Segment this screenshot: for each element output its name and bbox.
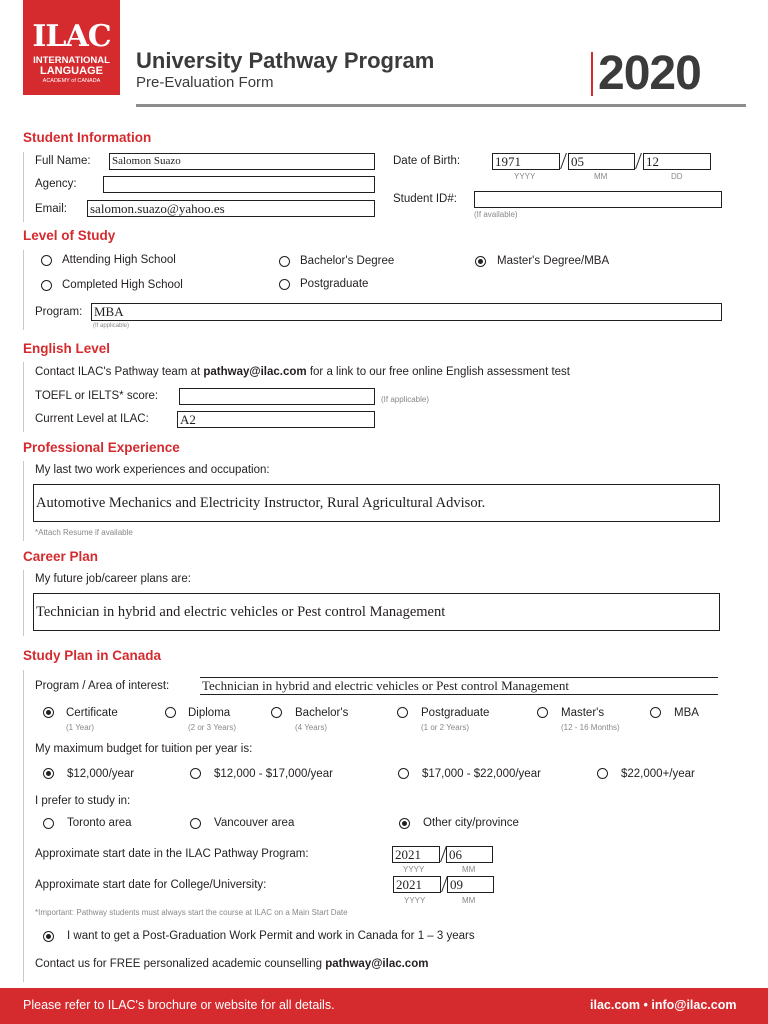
logo-line3: ACADEMY of CANADA xyxy=(42,78,101,84)
current-level-field[interactable]: A2 xyxy=(177,411,375,428)
professional-experience-field[interactable]: Automotive Mechanics and Electricity Instructor, Rural Agricultural Advisor. xyxy=(33,484,720,522)
section-english-level: English Level xyxy=(23,341,111,356)
agency-label: Agency: xyxy=(35,178,77,190)
toefl-hint: (If applicable) xyxy=(381,395,430,404)
section-career-plan: Career Plan xyxy=(23,549,99,564)
important-note: *Important: Pathway students must always start the course at ILAC on a Main Start Date xyxy=(35,908,348,917)
program-type-label: Certificate xyxy=(66,707,118,719)
budget-option-label: $12,000/year xyxy=(67,768,135,780)
career-plan-field[interactable]: Technician in hybrid and electric vehicles or Pest control Management xyxy=(33,593,720,631)
section-line xyxy=(23,570,24,636)
date-slash xyxy=(635,153,642,169)
section-study-plan: Study Plan in Canada xyxy=(23,648,162,663)
program-type-label: Master's xyxy=(561,707,605,719)
radio-pgwp[interactable] xyxy=(43,931,54,942)
english-contact-pre: Contact ILAC's Pathway team at xyxy=(35,366,204,378)
english-contact-text xyxy=(35,366,570,378)
toefl-label: TOEFL or IELTS* score: xyxy=(35,390,159,402)
resume-note: *Attach Resume if available xyxy=(35,528,133,537)
area-of-interest-field[interactable]: Technician in hybrid and electric vehicles or Pest control Management xyxy=(200,677,718,695)
counselling-pre: Contact us for FREE personalized academic counselling xyxy=(35,958,326,970)
ilac-logo xyxy=(23,0,120,95)
prefer-prompt: I prefer to study in: xyxy=(35,795,131,807)
location-option-label: Other city/province xyxy=(423,817,519,829)
radio-completed-high-school[interactable] xyxy=(41,280,52,291)
budget-option-label: $12,000 - $17,000/year xyxy=(214,768,333,780)
program-field[interactable]: MBA xyxy=(91,303,722,321)
program-type-hint: (1 Year) xyxy=(66,723,95,732)
english-contact-post: for a link to our free online English assessment test xyxy=(306,366,570,378)
student-id-field[interactable] xyxy=(474,191,722,208)
start-college-year-field[interactable]: 2021 xyxy=(393,876,441,893)
radio-diploma[interactable] xyxy=(165,707,176,718)
dob-day-field[interactable]: 12 xyxy=(643,153,711,170)
radio-mba[interactable] xyxy=(650,707,661,718)
section-line xyxy=(23,152,24,222)
section-line xyxy=(23,670,24,982)
current-level-label: Current Level at ILAC: xyxy=(35,413,149,425)
radio-masters-degree-mba[interactable] xyxy=(475,256,486,267)
radio-vancouver-area[interactable] xyxy=(190,818,201,829)
program-type-label: MBA xyxy=(674,707,699,719)
section-student-information: Student Information xyxy=(23,130,152,145)
program-type-label: Bachelor's xyxy=(295,707,349,719)
level-option-label: Bachelor's Degree xyxy=(300,255,395,267)
date-slash xyxy=(560,153,567,169)
logo-line1: INTERNATIONAL xyxy=(33,55,110,66)
pathway-email-link[interactable]: pathway@ilac.com xyxy=(203,366,307,378)
program-type-hint: (1 or 2 Years) xyxy=(421,723,470,732)
radio-other-city-province[interactable] xyxy=(399,818,410,829)
year: 2020 xyxy=(598,47,701,100)
program-label: Program: xyxy=(35,306,83,318)
toefl-field[interactable] xyxy=(179,388,375,405)
radio-postgraduate[interactable] xyxy=(279,279,290,290)
start-college-month-field[interactable]: 09 xyxy=(447,876,494,893)
radio-bachelors-degree[interactable] xyxy=(279,256,290,267)
yyyy-hint: YYYY xyxy=(514,172,536,181)
career-prompt: My future job/career plans are: xyxy=(35,573,191,585)
dob-label: Date of Birth: xyxy=(393,155,461,167)
mm-hint: MM xyxy=(462,865,476,874)
radio-masters[interactable] xyxy=(537,707,548,718)
yyyy-hint: YYYY xyxy=(403,865,425,874)
student-id-label: Student ID#: xyxy=(393,193,457,205)
program-type-label: Postgraduate xyxy=(421,707,490,719)
dob-year-field[interactable]: 1971 xyxy=(492,153,560,170)
level-option-label: Postgraduate xyxy=(300,278,369,290)
mm-hint: MM xyxy=(594,172,608,181)
email-label: Email: xyxy=(35,203,67,215)
mm-hint: MM xyxy=(462,896,476,905)
professional-prompt: My last two work experiences and occupation: xyxy=(35,464,270,476)
radio-budget-12000[interactable] xyxy=(43,768,54,779)
start-ilac-month-field[interactable]: 06 xyxy=(446,846,493,863)
radio-certificate[interactable] xyxy=(43,707,54,718)
page-subtitle: Pre-Evaluation Form xyxy=(136,74,274,91)
full-name-label: Full Name: xyxy=(35,155,91,167)
logo-brand: ILAC xyxy=(32,19,111,54)
counselling-text xyxy=(35,958,428,970)
program-type-label: Diploma xyxy=(188,707,231,719)
radio-budget-22000-plus[interactable] xyxy=(597,768,608,779)
program-type-hint: (2 or 3 Years) xyxy=(188,723,237,732)
dd-hint: DD xyxy=(671,172,683,181)
dob-month-field[interactable]: 05 xyxy=(568,153,635,170)
budget-option-label: $22,000+/year xyxy=(621,768,695,780)
footer-contact-links[interactable]: ilac.com • info@ilac.com xyxy=(590,998,737,1012)
radio-postgraduate-program[interactable] xyxy=(397,707,408,718)
start-college-label: Approximate start date for College/University: xyxy=(35,879,267,891)
location-option-label: Toronto area xyxy=(67,817,132,829)
budget-option-label: $17,000 - $22,000/year xyxy=(422,768,541,780)
counselling-email-link[interactable]: pathway@ilac.com xyxy=(325,958,429,970)
area-of-interest-label: Program / Area of interest: xyxy=(35,680,170,692)
section-line xyxy=(23,362,24,432)
radio-bachelors[interactable] xyxy=(271,707,282,718)
agency-field[interactable] xyxy=(103,176,375,193)
email-field[interactable]: salomon.suazo@yahoo.es xyxy=(87,200,375,217)
page-title: University Pathway Program xyxy=(136,48,435,73)
footer-note: Please refer to ILAC's brochure or website for all details. xyxy=(23,998,335,1012)
student-id-hint: (If available) xyxy=(474,210,518,219)
section-level-of-study: Level of Study xyxy=(23,228,116,243)
full-name-field[interactable]: Salomon Suazo xyxy=(109,153,375,170)
level-option-label: Attending High School xyxy=(62,254,176,266)
pgwp-label: I want to get a Post-Graduation Work Permit and work in Canada for 1 – 3 years xyxy=(67,930,475,942)
start-ilac-year-field[interactable]: 2021 xyxy=(392,846,440,863)
program-hint: (If applicable) xyxy=(93,323,130,329)
section-line xyxy=(23,250,24,330)
section-professional-experience: Professional Experience xyxy=(23,440,180,455)
location-option-label: Vancouver area xyxy=(214,817,295,829)
logo-line2: LANGUAGE xyxy=(40,65,103,77)
level-option-label: Completed High School xyxy=(62,279,183,291)
program-type-hint: (4 Years) xyxy=(295,723,328,732)
section-line xyxy=(23,461,24,541)
header-rule xyxy=(136,104,746,107)
radio-budget-17000-22000[interactable] xyxy=(398,768,409,779)
yyyy-hint: YYYY xyxy=(404,896,426,905)
radio-budget-12000-17000[interactable] xyxy=(190,768,201,779)
radio-toronto-area[interactable] xyxy=(43,818,54,829)
program-type-hint: (12 - 16 Months) xyxy=(561,723,620,732)
start-ilac-label: Approximate start date in the ILAC Pathway Program: xyxy=(35,848,309,860)
budget-prompt: My maximum budget for tuition per year is: xyxy=(35,743,253,755)
radio-attending-high-school[interactable] xyxy=(41,255,52,266)
level-option-label: Master's Degree/MBA xyxy=(497,255,610,267)
year-divider xyxy=(591,52,593,96)
